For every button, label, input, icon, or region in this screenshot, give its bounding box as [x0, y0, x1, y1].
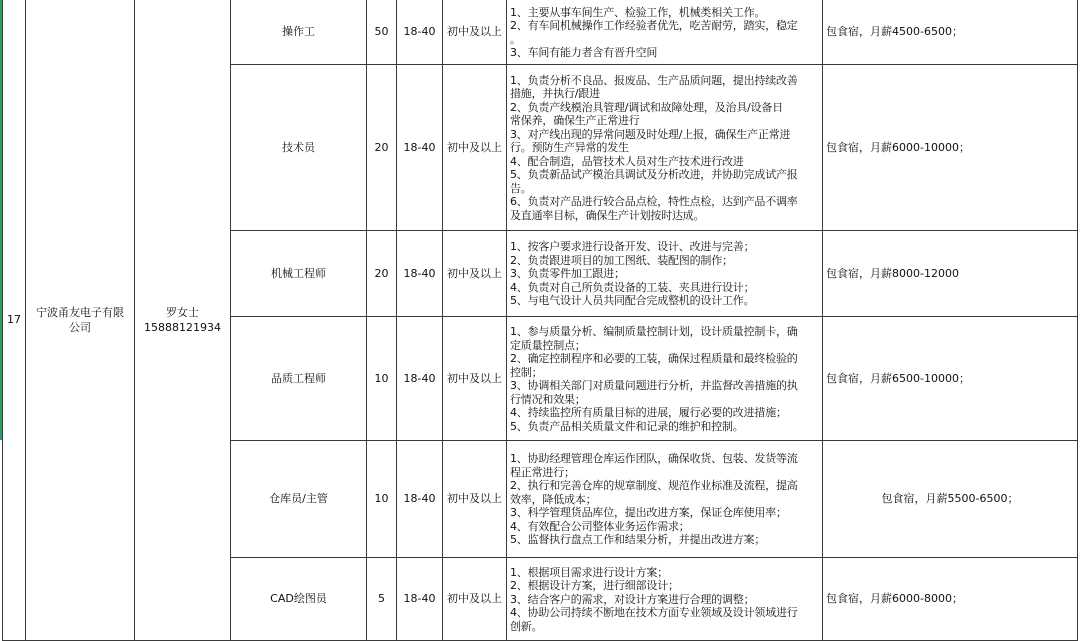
position-title: 仓库员/主管 [269, 492, 328, 506]
headcount: 20 [374, 266, 389, 280]
duty-line: 3、协调相关部门对质量问题进行分析，并监督改善措施的执 [510, 379, 798, 392]
duty-line: 控制； [510, 365, 543, 379]
contact-cell[interactable] [135, 0, 231, 641]
age-range: 18-40 [403, 492, 436, 506]
duty-line: 4、负责对自己所负责设备的工装、夹具进行设计； [510, 280, 755, 294]
duties-cell[interactable] [507, 65, 823, 231]
duties-cell[interactable] [507, 558, 823, 641]
education-cell[interactable] [443, 441, 507, 558]
row-index: 17 [7, 313, 21, 327]
duty-line: 2、执行和完善仓库的规章制度、规范作业标准及流程，提高 [510, 479, 798, 493]
age-range-cell[interactable] [397, 441, 443, 558]
duty-line: 3、结合客户的需求，对设计方案进行合理的调整； [510, 592, 755, 606]
benefits: 包食宿，月薪6000-10000； [826, 140, 970, 154]
duty-line: 3、科学管理货品库位，提出改进方案，保证仓库使用率； [510, 506, 787, 520]
benefits: 包食宿，月薪8000-12000 [826, 266, 959, 280]
position-title-cell[interactable] [231, 558, 367, 641]
education: 初中及以上 [447, 266, 502, 280]
age-range: 18-40 [403, 25, 436, 39]
education-cell[interactable] [443, 0, 507, 65]
headcount-cell[interactable] [367, 231, 397, 317]
recruitment-table [2, 0, 1078, 641]
age-range: 18-40 [403, 266, 436, 280]
position-title: 品质工程师 [271, 371, 326, 385]
duties-cell[interactable] [507, 317, 823, 441]
benefits: 包食宿，月薪6000-8000； [826, 592, 963, 606]
headcount: 20 [374, 140, 389, 154]
headcount-cell[interactable] [367, 0, 397, 65]
duty-line: 1、参与质量分析、编制质量控制计划，设计质量控制卡，确 [510, 325, 798, 338]
company-cell[interactable] [26, 0, 135, 641]
age-range: 18-40 [403, 140, 436, 154]
duty-line: 创新。 [510, 619, 543, 633]
age-range-cell[interactable] [397, 558, 443, 641]
education-cell[interactable] [443, 558, 507, 641]
duty-line: 2、有车间机械操作工作经验者优先，吃苦耐劳，踏实，稳定 [510, 19, 798, 32]
position-title: 机械工程师 [271, 266, 326, 280]
duty-line: 4、有效配合公司整体业务运作需求； [510, 519, 690, 533]
company-name-line1: 宁波甬友电子有限 [36, 306, 124, 319]
row-index-cell[interactable] [3, 0, 26, 641]
duty-line: 6、负责对产品进行较合品点检，特性点检，达到产品不调率 [510, 195, 798, 209]
education: 初中及以上 [447, 25, 502, 39]
age-range-cell[interactable] [397, 65, 443, 231]
benefits-cell[interactable] [823, 231, 1078, 317]
position-title-cell[interactable] [231, 317, 367, 441]
position-title-cell[interactable] [231, 0, 367, 65]
education-cell[interactable] [443, 231, 507, 317]
position-title-cell[interactable] [231, 65, 367, 231]
duty-line: 4、持续监控所有质量目标的进展，履行必要的改进措施； [510, 406, 787, 419]
duty-line: 2、根据设计方案，进行细部设计； [510, 579, 679, 593]
duty-line: 5、监督执行盘点工作和结果分析，并提出改进方案； [510, 533, 766, 547]
benefits-cell[interactable] [823, 65, 1078, 231]
headcount-cell[interactable] [367, 441, 397, 558]
duty-line: 定质量控制点； [510, 338, 586, 352]
age-range-cell[interactable] [397, 317, 443, 441]
headcount: 50 [374, 25, 389, 39]
duty-line: 告。 [510, 181, 532, 195]
education-cell[interactable] [443, 317, 507, 441]
headcount-cell[interactable] [367, 65, 397, 231]
benefits: 包食宿，月薪6500-10000； [826, 371, 970, 385]
duty-line: 2、负责产线模治具管理/调试和故障处理，及治具/设备日 [510, 100, 784, 114]
company-name-line2: 公司 [69, 321, 91, 334]
duties-cell[interactable] [507, 441, 823, 558]
benefits-cell[interactable] [823, 317, 1078, 441]
age-range: 18-40 [403, 371, 436, 385]
contact-name: 罗女士 [166, 306, 199, 319]
benefits-cell[interactable] [823, 558, 1078, 641]
benefits-cell[interactable] [823, 441, 1078, 558]
headcount: 5 [378, 592, 385, 606]
duty-line: 常保养，确保生产正常进行 [510, 114, 640, 128]
duty-line: 4、配合制造，品管技术人员对生产技术进行改进 [510, 154, 744, 168]
headcount: 10 [374, 492, 389, 506]
duty-line: 5、负责产品相关质量文件和记录的维护和控制。 [510, 419, 744, 433]
duty-line: 1、负责分析不良品、报废品、生产品质问题，提出持续改善 [510, 73, 798, 87]
education: 初中及以上 [447, 492, 502, 506]
duty-line: 及直通率目标，确保生产计划按时达成。 [510, 208, 705, 222]
position-title: CAD绘图员 [270, 592, 327, 606]
duty-line: 4、协助公司持续不断地在技术方面专业领域及设计领域进行 [510, 606, 798, 620]
table-row [3, 0, 1078, 65]
duty-line: 。 [510, 32, 521, 46]
education: 初中及以上 [447, 140, 502, 154]
duty-line: 程正常进行； [510, 465, 575, 479]
duty-line: 行。预防生产异常的发生 [510, 141, 629, 155]
duty-line: 1、主要从事车间生产、检验工作，机械类相关工作。 [510, 5, 766, 19]
duty-line: 1、按客户要求进行设备开发、设计、改进与完善； [510, 240, 755, 254]
duties-cell[interactable] [507, 231, 823, 317]
duty-line: 1、协助经理管理仓库运作团队，确保收货、包装、发货等流 [510, 452, 798, 466]
duty-line: 效率，降低成本； [510, 492, 597, 506]
duty-line: 3、对产线出现的异常问题及时处理/上报，确保生产正常进 [510, 127, 791, 141]
education: 初中及以上 [447, 371, 502, 385]
duty-line: 2、确定控制程序和必要的工装，确保过程质量和最终检验的 [510, 352, 798, 365]
position-title-cell[interactable] [231, 231, 367, 317]
benefits: 包食宿，月薪5500-6500； [881, 492, 1019, 506]
benefits-cell[interactable] [823, 0, 1078, 65]
headcount-cell[interactable] [367, 317, 397, 441]
position-title-cell[interactable] [231, 441, 367, 558]
age-range-cell[interactable] [397, 231, 443, 317]
position-title: 技术员 [282, 140, 315, 154]
contact-phone: 15888121934 [144, 321, 221, 334]
duty-line: 5、负责新品试产模治具调试及分析改进，并协助完成试产报 [510, 168, 798, 182]
duty-line: 措施，并执行/跟进 [510, 87, 600, 101]
benefits: 包食宿，月薪4500-6500； [826, 25, 963, 39]
headcount: 10 [374, 371, 389, 385]
age-range-cell[interactable] [397, 0, 443, 65]
duty-line: 行情况和效果； [510, 392, 586, 406]
age-range: 18-40 [403, 592, 436, 606]
education: 初中及以上 [447, 592, 502, 606]
duty-line: 3、负责零件加工跟进； [510, 267, 625, 281]
duty-line: 2、负责跟进项目的加工图纸、装配图的制作； [510, 253, 733, 267]
duty-line: 1、根据项目需求进行设计方案； [510, 565, 668, 579]
position-title: 操作工 [282, 25, 315, 39]
headcount-cell[interactable] [367, 558, 397, 641]
duty-line: 3、车间有能力者含有晋升空间 [510, 46, 658, 59]
education-cell[interactable] [443, 65, 507, 231]
duty-line: 5、与电气设计人员共同配合完成整机的设计工作。 [510, 294, 755, 308]
duties-cell[interactable] [507, 0, 823, 65]
